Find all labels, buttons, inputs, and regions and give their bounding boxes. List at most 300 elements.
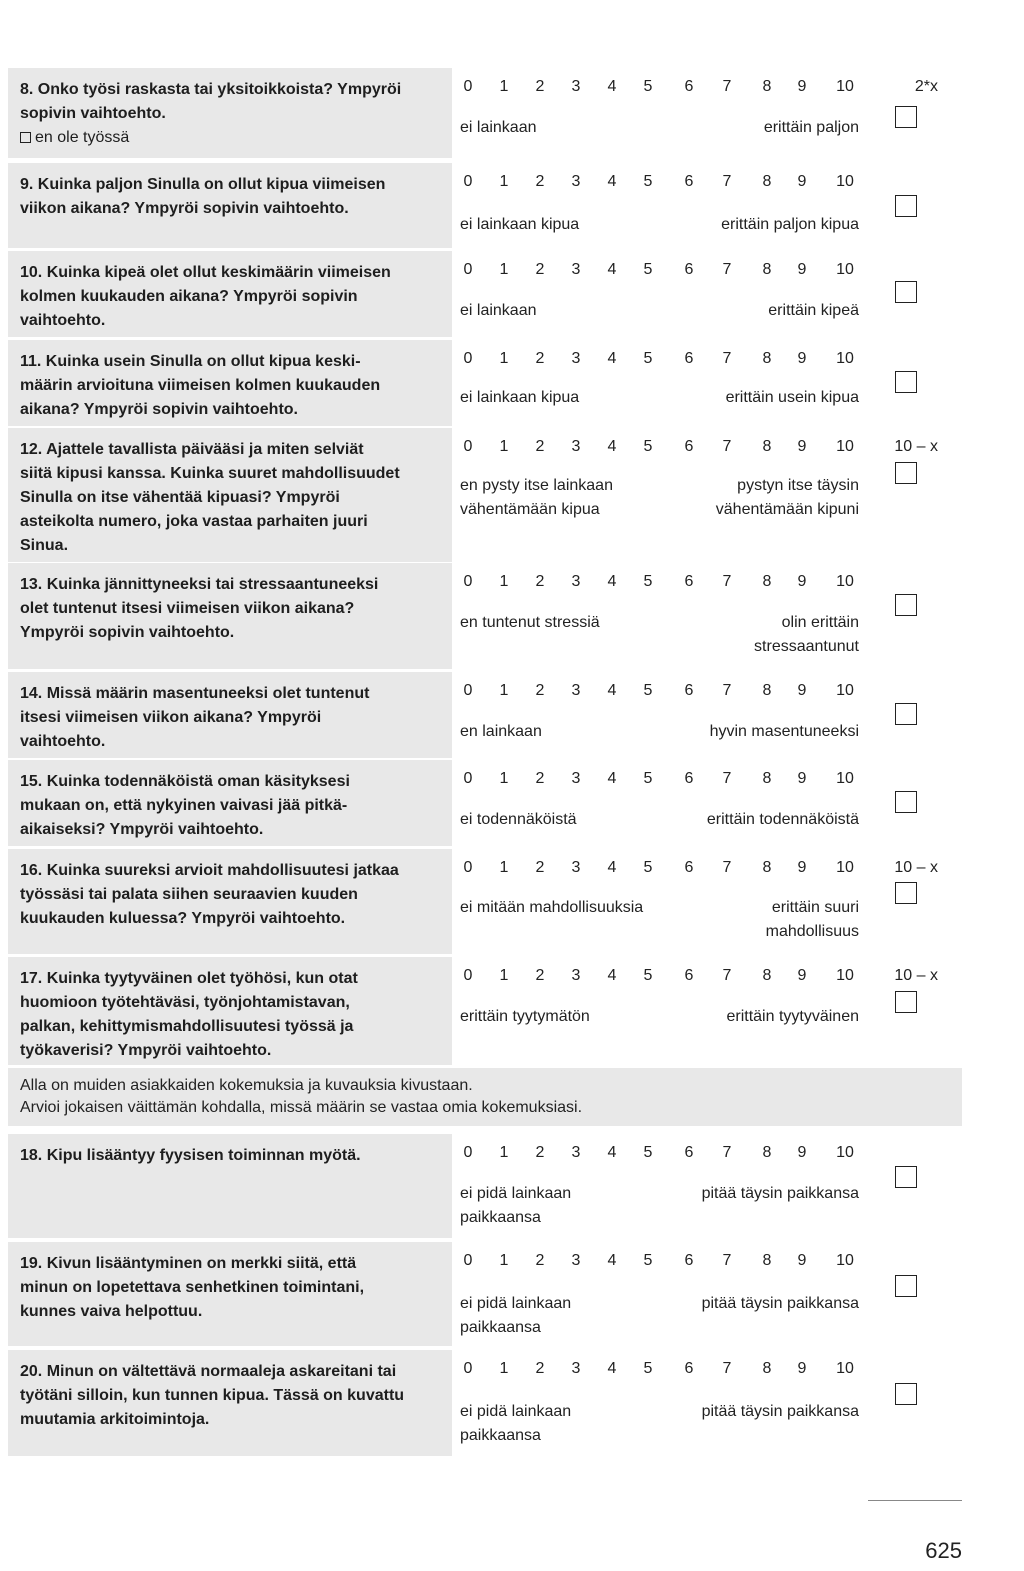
- question-line: siitä kipusi kanssa. Kuinka suuret mahdollisuudet: [20, 465, 400, 482]
- scale-option[interactable]: 10: [836, 967, 854, 984]
- scale-option[interactable]: 3: [571, 1252, 581, 1269]
- scale-min-line: paikkaansa: [460, 1319, 541, 1336]
- scale-min-label: [460, 1182, 571, 1230]
- scale-option[interactable]: 0: [463, 967, 473, 984]
- scale-option[interactable]: 4: [607, 770, 617, 787]
- scale-max-label: [726, 1005, 859, 1029]
- scale-option[interactable]: 10: [836, 1252, 854, 1269]
- question-text: [8, 563, 452, 669]
- scale-option[interactable]: 9: [797, 967, 807, 984]
- scale-option[interactable]: 3: [571, 573, 581, 590]
- question-line: määrin arvioituna viimeisen kolmen kuukauden: [20, 377, 381, 394]
- question-line: 13. Kuinka jännittyneeksi tai stressaantuneeksi: [20, 576, 379, 593]
- scale-option[interactable]: 6: [684, 261, 694, 278]
- question-line: palkan, kehittymismahdollisuutesi työssä ja: [20, 1018, 354, 1035]
- scale-option[interactable]: 3: [571, 1144, 581, 1161]
- scale-option[interactable]: 1: [499, 770, 509, 787]
- scale-option[interactable]: 3: [571, 261, 581, 278]
- question-line: mukaan on, että nykyinen vaivasi jää pitkä-: [20, 797, 348, 814]
- question-line: työkaverisi? Ympyröi vaihtoehto.: [20, 1042, 272, 1059]
- scale-min-label: [460, 720, 542, 744]
- scale-min-line: ei lainkaan kipua: [460, 389, 580, 406]
- question-line: vaihtoehto.: [20, 312, 106, 329]
- score-formula: 10 – x: [894, 967, 938, 984]
- scale-option[interactable]: 0: [463, 173, 473, 190]
- scale-min-line: ei pidä lainkaan: [460, 1403, 572, 1420]
- scale-option[interactable]: 8: [762, 350, 772, 367]
- scale-option[interactable]: 7: [722, 173, 732, 190]
- question-line: itsesi viimeisen viikon aikana? Ympyröi: [20, 709, 322, 726]
- scale-option[interactable]: 10: [836, 770, 854, 787]
- question-text: [8, 68, 452, 158]
- score-box[interactable]: [895, 882, 917, 904]
- rating-scale: [460, 1144, 865, 1168]
- question-line: aikaiseksi? Ympyröi vaihtoehto.: [20, 821, 264, 838]
- scale-max-line: erittäin paljon kipua: [721, 216, 859, 233]
- question-line: 12. Ajattele tavallista päivääsi ja miten selviät: [20, 441, 364, 458]
- scale-option[interactable]: 0: [463, 1360, 473, 1377]
- scale-option[interactable]: 6: [684, 350, 694, 367]
- scale-option[interactable]: 10: [836, 1360, 854, 1377]
- question-text: [8, 957, 452, 1065]
- question-line: kolmen kuukauden aikana? Ympyröi sopivin: [20, 288, 358, 305]
- question-line: 15. Kuinka todennäköistä oman käsityksesi: [20, 773, 350, 790]
- rating-scale: [460, 78, 865, 102]
- scale-min-label: [460, 299, 537, 323]
- scale-option[interactable]: 9: [797, 682, 807, 699]
- scale-option[interactable]: 9: [797, 350, 807, 367]
- scale-min-label: [460, 611, 600, 635]
- scale-option[interactable]: 6: [684, 967, 694, 984]
- question-line: Sinua.: [20, 537, 69, 554]
- scale-option[interactable]: 1: [499, 1252, 509, 1269]
- question-row: [8, 1134, 962, 1238]
- scale-max-label: [702, 1400, 859, 1424]
- scale-option[interactable]: 5: [643, 261, 653, 278]
- scale-max-label: [754, 611, 859, 659]
- score-formula: 10 – x: [894, 438, 938, 455]
- scale-max-line: erittäin todennäköistä: [706, 811, 859, 828]
- scale-max-line: vähentämään kipuni: [715, 501, 859, 518]
- scale-option[interactable]: 2: [535, 350, 545, 367]
- scale-option[interactable]: 0: [463, 573, 473, 590]
- scale-option[interactable]: 9: [797, 261, 807, 278]
- scale-min-line: ei lainkaan: [460, 302, 537, 319]
- scale-option[interactable]: 5: [643, 438, 653, 455]
- score-formula: 10 – x: [894, 859, 938, 876]
- question-line: kuukauden kuluessa? Ympyröi vaihtoehto.: [20, 910, 346, 927]
- rating-scale: [460, 173, 865, 197]
- scale-option[interactable]: 10: [836, 1144, 854, 1161]
- scale-option[interactable]: 4: [607, 1360, 617, 1377]
- scale-option[interactable]: 9: [797, 173, 807, 190]
- question-line: kunnes vaiva helpottuu.: [20, 1303, 203, 1320]
- score-box[interactable]: [895, 1383, 917, 1405]
- scale-option[interactable]: 2: [535, 770, 545, 787]
- scale-option[interactable]: 1: [499, 350, 509, 367]
- question-line: 17. Kuinka tyytyväinen olet työhösi, kun otat: [20, 970, 358, 987]
- question-line: olet tuntenut itsesi viimeisen viikon aikana?: [20, 600, 355, 617]
- scale-option[interactable]: 7: [722, 438, 732, 455]
- section-instructions: [8, 1068, 962, 1126]
- scale-option[interactable]: 8: [762, 1252, 772, 1269]
- scale-option[interactable]: 4: [607, 173, 617, 190]
- scale-option[interactable]: 8: [762, 1360, 772, 1377]
- scale-min-label: [460, 1005, 590, 1029]
- scale-option[interactable]: 10: [836, 438, 854, 455]
- question-text: [8, 1350, 452, 1456]
- score-box[interactable]: [895, 1166, 917, 1188]
- question-line: muutamia arkitoimintoja.: [20, 1411, 210, 1428]
- scale-option[interactable]: 2: [535, 1360, 545, 1377]
- question-row: [8, 1242, 962, 1346]
- scale-max-label: [710, 720, 859, 744]
- scale-option[interactable]: 6: [684, 1252, 694, 1269]
- scale-option[interactable]: 7: [722, 859, 732, 876]
- scale-option[interactable]: 3: [571, 173, 581, 190]
- scale-min-line: en lainkaan: [460, 723, 542, 740]
- scale-option[interactable]: 9: [797, 1360, 807, 1377]
- scale-option[interactable]: 10: [836, 173, 854, 190]
- scale-option[interactable]: 4: [607, 78, 617, 95]
- scale-option[interactable]: 1: [499, 1144, 509, 1161]
- scale-max-line: erittäin usein kipua: [725, 389, 859, 406]
- question-text: [8, 672, 452, 758]
- scale-min-line: paikkaansa: [460, 1427, 541, 1444]
- scale-option[interactable]: 2: [535, 438, 545, 455]
- scale-option[interactable]: 9: [797, 1252, 807, 1269]
- rating-scale: [460, 859, 865, 883]
- scale-option[interactable]: 9: [797, 438, 807, 455]
- scale-max-label: [707, 808, 859, 832]
- scale-max-label: [726, 386, 859, 410]
- scale-option[interactable]: 7: [722, 350, 732, 367]
- question-row: [8, 163, 962, 248]
- rating-scale: [460, 1252, 865, 1276]
- question-line: sopivin vaihtoehto.: [20, 105, 166, 122]
- scale-min-line: ei pidä lainkaan: [460, 1295, 572, 1312]
- question-row: [8, 957, 962, 1065]
- scale-max-line: pystyn itse täysin: [737, 477, 859, 494]
- score-box[interactable]: [895, 703, 917, 725]
- scale-min-line: ei pidä lainkaan: [460, 1185, 572, 1202]
- question-text: [8, 1134, 452, 1238]
- scale-option[interactable]: 9: [797, 78, 807, 95]
- scale-max-label: [702, 1292, 859, 1316]
- question-row: [8, 251, 962, 337]
- question-row: [8, 849, 962, 954]
- scale-min-line: en tuntenut stressiä: [460, 614, 600, 631]
- scale-max-line: erittäin paljon: [763, 119, 859, 136]
- footer-divider: [868, 1500, 962, 1501]
- scale-option[interactable]: 2: [535, 967, 545, 984]
- scale-max-label: [768, 299, 859, 323]
- scale-max-line: pitää täysin paikkansa: [701, 1295, 859, 1312]
- scale-option[interactable]: 8: [762, 682, 772, 699]
- scale-option[interactable]: 7: [722, 1144, 732, 1161]
- question-text: [8, 428, 452, 562]
- scale-option[interactable]: 4: [607, 859, 617, 876]
- question-text: [8, 163, 452, 248]
- rating-scale: [460, 770, 865, 794]
- scale-option[interactable]: 7: [722, 573, 732, 590]
- scale-min-line: ei lainkaan: [460, 119, 537, 136]
- scale-max-label: [766, 896, 859, 944]
- not-working-label: en ole työssä: [35, 129, 130, 146]
- scale-min-label: [460, 1292, 571, 1340]
- question-row: [8, 672, 962, 758]
- scale-option[interactable]: 0: [463, 350, 473, 367]
- scale-max-line: stressaantunut: [754, 638, 859, 655]
- scale-max-line: mahdollisuus: [765, 923, 859, 940]
- not-working-option[interactable]: [20, 126, 444, 150]
- question-row: [8, 563, 962, 669]
- scale-max-line: erittäin tyytyväinen: [726, 1008, 859, 1025]
- scale-min-line: en pysty itse lainkaan: [460, 477, 613, 494]
- question-text: [8, 1242, 452, 1346]
- scale-max-line: pitää täysin paikkansa: [701, 1403, 859, 1420]
- scale-option[interactable]: 8: [762, 78, 772, 95]
- scale-option[interactable]: 10: [836, 78, 854, 95]
- scale-option[interactable]: 2: [535, 1252, 545, 1269]
- scale-option[interactable]: 4: [607, 573, 617, 590]
- scale-option[interactable]: 2: [535, 859, 545, 876]
- scale-option[interactable]: 10: [836, 261, 854, 278]
- question-line: työtäni silloin, kun tunnen kipua. Tässä on kuvattu: [20, 1387, 405, 1404]
- scale-option[interactable]: 7: [722, 682, 732, 699]
- scale-option[interactable]: 3: [571, 859, 581, 876]
- scale-option[interactable]: 9: [797, 859, 807, 876]
- question-line: huomioon työtehtäväsi, työnjohtamistavan,: [20, 994, 350, 1011]
- scale-option[interactable]: 10: [836, 682, 854, 699]
- scale-option[interactable]: 8: [762, 859, 772, 876]
- instruction-line: Alla on muiden asiakkaiden kokemuksia ja kuvauksia kivustaan.: [20, 1077, 473, 1094]
- scale-option[interactable]: 4: [607, 261, 617, 278]
- question-line: 9. Kuinka paljon Sinulla on ollut kipua viimeisen: [20, 176, 386, 193]
- scale-option[interactable]: 5: [643, 78, 653, 95]
- rating-scale: [460, 261, 865, 285]
- scale-min-label: [460, 213, 579, 237]
- rating-scale: [460, 682, 865, 706]
- scale-option[interactable]: 10: [836, 350, 854, 367]
- rating-scale: [460, 967, 865, 991]
- scale-option[interactable]: 6: [684, 770, 694, 787]
- score-box[interactable]: [895, 195, 917, 217]
- scale-option[interactable]: 2: [535, 78, 545, 95]
- scale-option[interactable]: 10: [836, 573, 854, 590]
- question-row: [8, 1350, 962, 1456]
- scale-option[interactable]: 0: [463, 682, 473, 699]
- scale-option[interactable]: 8: [762, 438, 772, 455]
- question-line: 8. Onko työsi raskasta tai yksitoikkoista? Ympyröi: [20, 81, 402, 98]
- scale-option[interactable]: 1: [499, 859, 509, 876]
- scale-min-label: [460, 1400, 571, 1448]
- scale-option[interactable]: 8: [762, 1144, 772, 1161]
- scale-option[interactable]: 1: [499, 438, 509, 455]
- scale-option[interactable]: 6: [684, 1144, 694, 1161]
- scale-option[interactable]: 8: [762, 261, 772, 278]
- scale-min-line: ei todennäköistä: [460, 811, 577, 828]
- question-line: 11. Kuinka usein Sinulla on ollut kipua keski-: [20, 353, 361, 370]
- scale-option[interactable]: 1: [499, 173, 509, 190]
- scale-option[interactable]: 10: [836, 859, 854, 876]
- scale-min-line: vähentämään kipua: [460, 501, 600, 518]
- scale-min-line: erittäin tyytymätön: [460, 1008, 590, 1025]
- scale-option[interactable]: 8: [762, 173, 772, 190]
- scale-option[interactable]: 5: [643, 770, 653, 787]
- scale-option[interactable]: 2: [535, 173, 545, 190]
- page-number: 625: [925, 1538, 962, 1563]
- scale-option[interactable]: 8: [762, 770, 772, 787]
- scale-option[interactable]: 1: [499, 78, 509, 95]
- scale-option[interactable]: 8: [762, 573, 772, 590]
- scale-option[interactable]: 9: [797, 770, 807, 787]
- scale-option[interactable]: 3: [571, 438, 581, 455]
- scale-option[interactable]: 0: [463, 770, 473, 787]
- scale-option[interactable]: 3: [571, 770, 581, 787]
- scale-option[interactable]: 7: [722, 261, 732, 278]
- scale-option[interactable]: 1: [499, 1360, 509, 1377]
- question-text: [8, 251, 452, 337]
- score-box[interactable]: [895, 106, 917, 128]
- scale-option[interactable]: 9: [797, 573, 807, 590]
- question-line: Sinulla on itse vähentää kipuasi? Ympyröi: [20, 489, 340, 506]
- scale-option[interactable]: 6: [684, 1360, 694, 1377]
- score-box[interactable]: [895, 791, 917, 813]
- scale-option[interactable]: 7: [722, 1360, 732, 1377]
- scale-option[interactable]: 2: [535, 682, 545, 699]
- scale-option[interactable]: 2: [535, 1144, 545, 1161]
- scale-option[interactable]: 4: [607, 350, 617, 367]
- scale-option[interactable]: 3: [571, 967, 581, 984]
- rating-scale: [460, 438, 865, 462]
- score-box[interactable]: [895, 1275, 917, 1297]
- scale-min-line: paikkaansa: [460, 1209, 541, 1226]
- score-box[interactable]: [895, 462, 917, 484]
- question-row: [8, 428, 962, 562]
- scale-option[interactable]: 5: [643, 1252, 653, 1269]
- scale-option[interactable]: 5: [643, 682, 653, 699]
- scale-option[interactable]: 6: [684, 859, 694, 876]
- score-box[interactable]: [895, 991, 917, 1013]
- question-line: 18. Kipu lisääntyy fyysisen toiminnan myötä.: [20, 1147, 361, 1164]
- scale-option[interactable]: 1: [499, 261, 509, 278]
- score-box[interactable]: [895, 371, 917, 393]
- question-text: [8, 849, 452, 954]
- scale-max-line: erittäin kipeä: [768, 302, 859, 319]
- question-row: [8, 68, 962, 158]
- scale-max-line: erittäin suuri: [771, 899, 859, 916]
- scale-option[interactable]: 5: [643, 1360, 653, 1377]
- instruction-line: Arvioi jokaisen väittämän kohdalla, missä määrin se vastaa omia kokemuksiasi.: [20, 1099, 583, 1116]
- scale-option[interactable]: 6: [684, 682, 694, 699]
- scale-option[interactable]: 4: [607, 967, 617, 984]
- scale-option[interactable]: 2: [535, 261, 545, 278]
- scale-option[interactable]: 9: [797, 1144, 807, 1161]
- question-line: viikon aikana? Ympyröi sopivin vaihtoehto.: [20, 200, 349, 217]
- scale-option[interactable]: 5: [643, 967, 653, 984]
- scale-option[interactable]: 2: [535, 573, 545, 590]
- scale-option[interactable]: 5: [643, 859, 653, 876]
- rating-scale: [460, 1360, 865, 1384]
- scale-option[interactable]: 8: [762, 967, 772, 984]
- scale-option[interactable]: 6: [684, 438, 694, 455]
- scale-option[interactable]: 3: [571, 78, 581, 95]
- scale-min-label: [460, 896, 643, 920]
- scale-min-label: [460, 386, 579, 410]
- scale-option[interactable]: 7: [722, 967, 732, 984]
- question-line: 19. Kivun lisääntyminen on merkki siitä, että: [20, 1255, 357, 1272]
- question-line: minun on lopetettava senhetkinen toimintani,: [20, 1279, 365, 1296]
- scale-option[interactable]: 6: [684, 573, 694, 590]
- scale-option[interactable]: 3: [571, 1360, 581, 1377]
- scale-option[interactable]: 7: [722, 770, 732, 787]
- scale-option[interactable]: 5: [643, 1144, 653, 1161]
- scale-option[interactable]: 3: [571, 682, 581, 699]
- question-line: asteikolta numero, joka vastaa parhaiten juuri: [20, 513, 368, 530]
- scale-option[interactable]: 5: [643, 350, 653, 367]
- scale-option[interactable]: 1: [499, 967, 509, 984]
- scale-option[interactable]: 4: [607, 1252, 617, 1269]
- question-line: vaihtoehto.: [20, 733, 106, 750]
- scale-max-label: [716, 474, 859, 522]
- scale-option[interactable]: 0: [463, 438, 473, 455]
- score-box[interactable]: [895, 594, 917, 616]
- rating-scale: [460, 573, 865, 597]
- question-line: 20. Minun on vältettävä normaaleja askareitani tai: [20, 1363, 397, 1380]
- scale-max-line: pitää täysin paikkansa: [701, 1185, 859, 1202]
- question-text: [8, 340, 452, 426]
- scale-option[interactable]: 5: [643, 173, 653, 190]
- question-row: [8, 340, 962, 426]
- scale-min-label: [460, 808, 577, 832]
- scale-option[interactable]: 7: [722, 78, 732, 95]
- scale-option[interactable]: 1: [499, 682, 509, 699]
- scale-option[interactable]: 6: [684, 78, 694, 95]
- scale-min-line: ei mitään mahdollisuuksia: [460, 899, 644, 916]
- score-formula: 2*x: [914, 78, 938, 95]
- scale-option[interactable]: 4: [607, 438, 617, 455]
- question-line: työssäsi tai palata siihen seuraavien kuuden: [20, 886, 358, 903]
- checkbox-icon[interactable]: [20, 132, 31, 143]
- scale-option[interactable]: 6: [684, 173, 694, 190]
- scale-option[interactable]: 1: [499, 573, 509, 590]
- scale-min-line: ei lainkaan kipua: [460, 216, 580, 233]
- scale-option[interactable]: 3: [571, 350, 581, 367]
- scale-option[interactable]: 7: [722, 1252, 732, 1269]
- scale-option[interactable]: 4: [607, 682, 617, 699]
- question-line: aikana? Ympyröi sopivin vaihtoehto.: [20, 401, 298, 418]
- scale-max-label: [702, 1182, 859, 1206]
- scale-min-label: [460, 116, 537, 140]
- question-row: [8, 760, 962, 846]
- score-box[interactable]: [895, 281, 917, 303]
- scale-max-line: olin erittäin: [781, 614, 859, 631]
- question-line: 14. Missä määrin masentuneeksi olet tuntenut: [20, 685, 370, 702]
- scale-option[interactable]: 4: [607, 1144, 617, 1161]
- scale-option[interactable]: 0: [463, 261, 473, 278]
- scale-min-label: [460, 474, 613, 522]
- scale-max-line: hyvin masentuneeksi: [709, 723, 859, 740]
- scale-option[interactable]: 0: [463, 859, 473, 876]
- scale-option[interactable]: 0: [463, 1144, 473, 1161]
- scale-option[interactable]: 0: [463, 1252, 473, 1269]
- scale-max-label: [721, 213, 859, 237]
- scale-option[interactable]: 5: [643, 573, 653, 590]
- question-line: 10. Kuinka kipeä olet ollut keskimäärin viimeisen: [20, 264, 391, 281]
- rating-scale: [460, 350, 865, 374]
- scale-option[interactable]: 0: [463, 78, 473, 95]
